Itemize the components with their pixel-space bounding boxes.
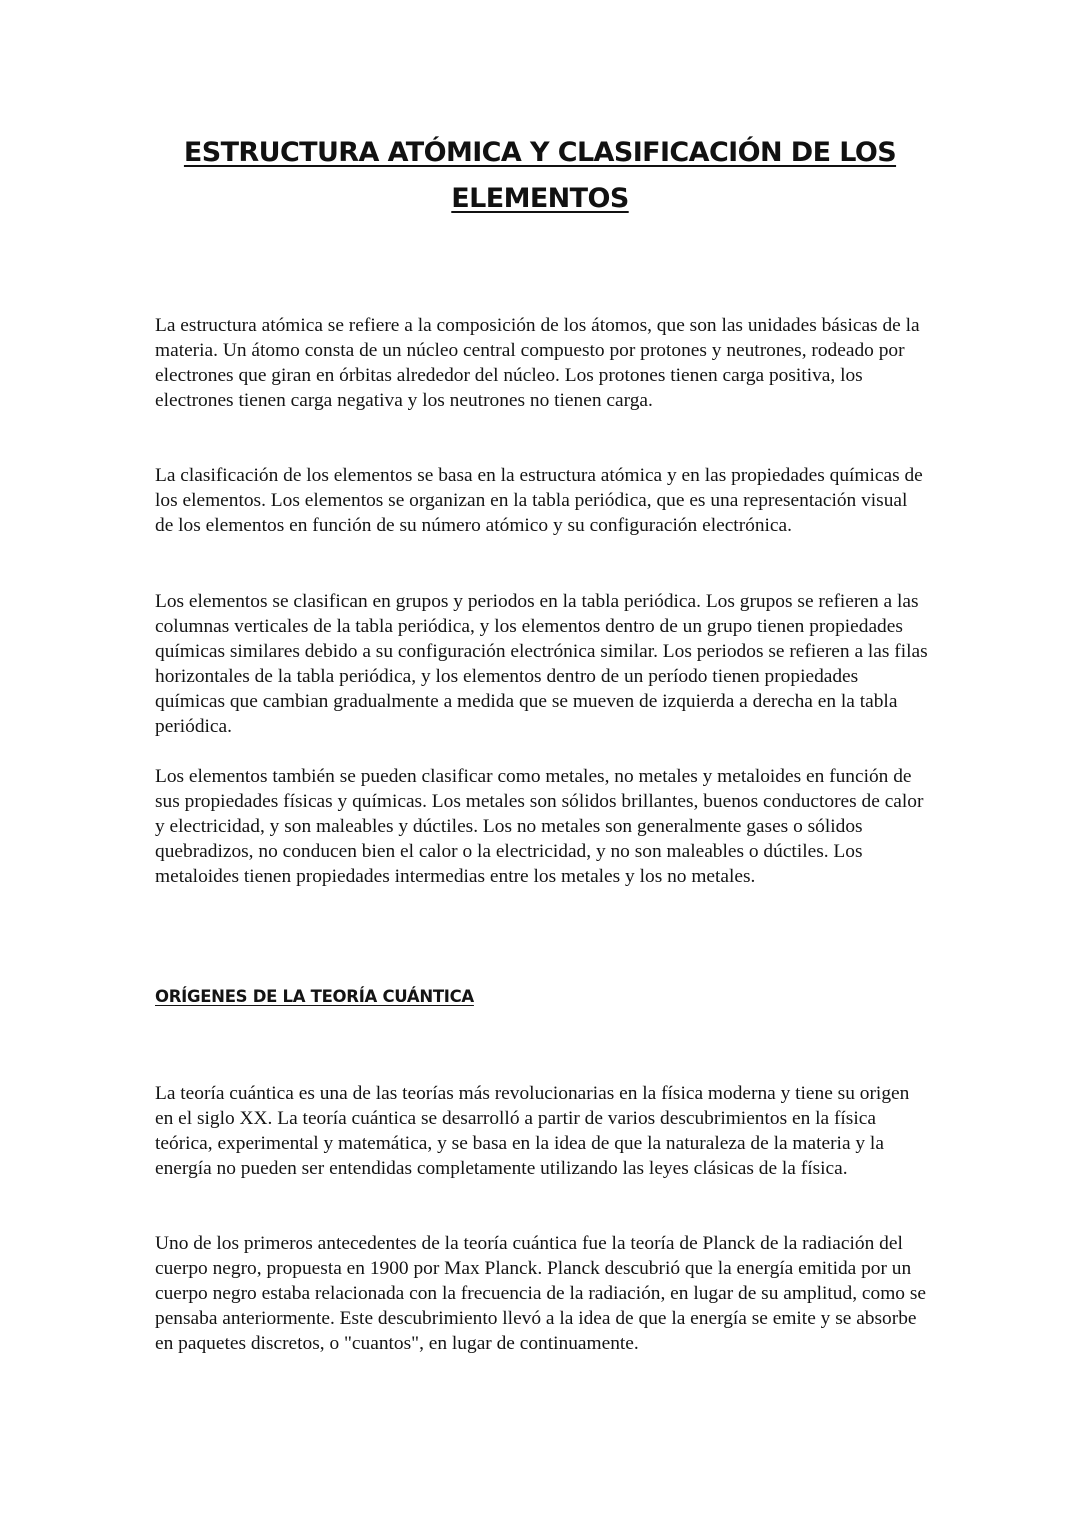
- paragraph-groups-periods: Los elementos se clasifican en grupos y periodos en la tabla periódica. Los grupos se refieren a las columnas verticales de la tabla periódica, y los elementos dentro de un grupo tienen propiedades químicas similares debido a su configuración electrónica similar. Los periodos se refieren a las filas horizontales de la tabla periódica, y los elementos dentro de un período tienen propiedades químicas que cambian gradualmente a medida que se mueven de izquierda a derecha en la tabla periódica.: [155, 591, 928, 737]
- document-title: ESTRUCTURA ATÓMICA Y CLASIFICACIÓN DE LOS ELEMENTOS: [183, 137, 897, 214]
- paragraph-planck-radiation: Uno de los primeros antecedentes de la teoría cuántica fue la teoría de Planck de la radiación del cuerpo negro, propuesta en 1900 por Max Planck. Planck descubrió que la energía emitida por un cuerpo negro estaba relacionada con la frecuencia de la radiación, en lugar de su amplitud, como se pensaba anteriormente. Este descubrimiento llevó a la idea de que la energía se emite y se absorbe en paquetes discretos, o "cuantos", en lugar de continuamente.: [155, 1233, 926, 1354]
- paragraph-metals-nonmetals: Los elementos también se pueden clasificar como metales, no metales y metaloides en función de sus propiedades físicas y químicas. Los metales son sólidos brillantes, buenos conductores de calor y electricidad, y son maleables y dúctiles. Los no metales son generalmente gases o sólidos quebradizos, no conducen bien el calor o la electricidad, y no son maleables o dúctiles. Los metaloides tienen propiedades intermedias entre los metales y los no metales.: [155, 766, 924, 887]
- section-heading-quantum-theory: ORÍGENES DE LA TEORÍA CUÁNTICA: [155, 987, 474, 1006]
- paragraph-element-classification: La clasificación de los elementos se basa en la estructura atómica y en las propiedades químicas de los elementos. Los elementos se organizan en la tabla periódica, que es una representación visual de los elementos en función de su número atómico y su configuración electrónica.: [155, 465, 923, 536]
- paragraph-atomic-structure: La estructura atómica se refiere a la composición de los átomos, que son las unidades básicas de la materia. Un átomo consta de un núcleo central compuesto por protones y neutrones, rodeado por electrones que giran en órbitas alrededor del núcleo. Los protones tienen carga positiva, los electrones tienen carga negativa y los neutrones no tienen carga.: [155, 315, 920, 411]
- paragraph-quantum-theory-intro: La teoría cuántica es una de las teorías más revolucionarias en la física moderna y tiene su origen en el siglo XX. La teoría cuántica se desarrolló a partir de varios descubrimientos en la física teórica, experimental y matemática, y se basa en la idea de que la naturaleza de la materia y la energía no pueden ser entendidas completamente utilizando las leyes clásicas de la física.: [155, 1083, 910, 1179]
